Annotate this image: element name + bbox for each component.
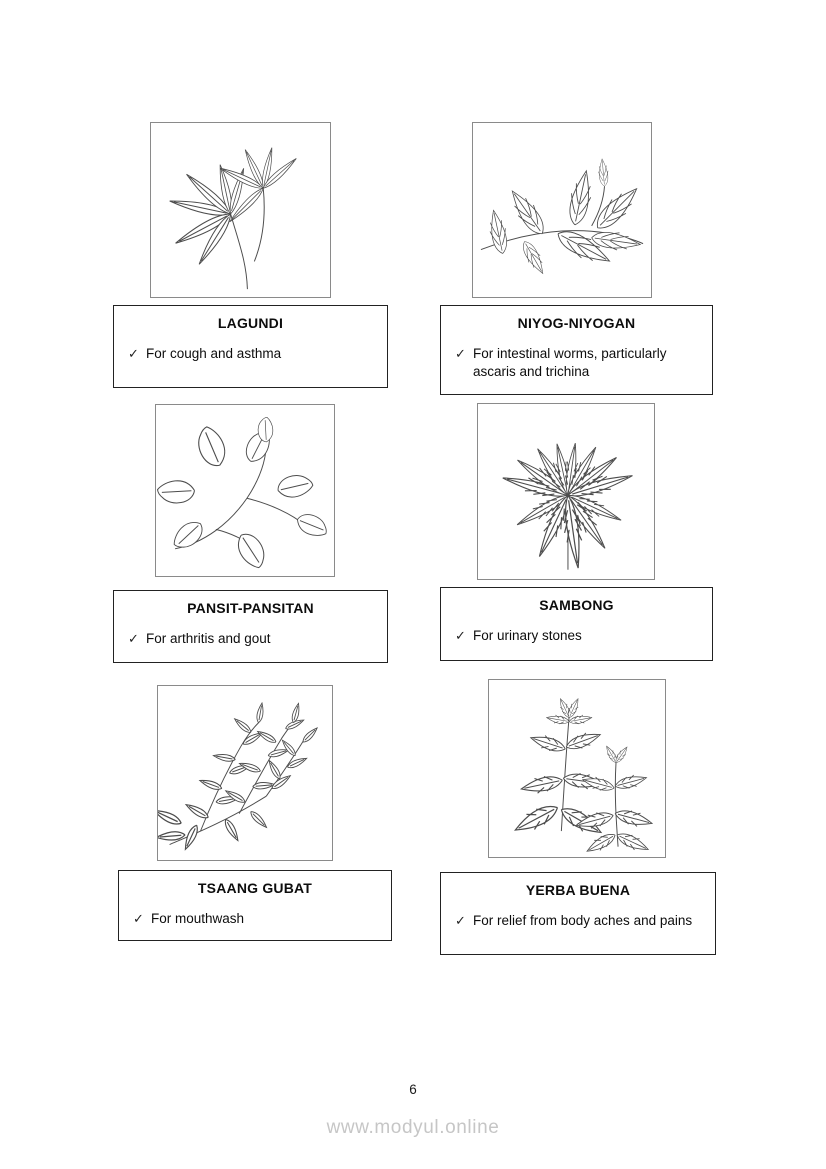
tsaang-gubat-image-frame: [157, 685, 333, 861]
yerba-buena-info-box: [440, 872, 716, 955]
plant-use-line: [119, 910, 391, 928]
plant-name: NIYOG-NIYOGAN: [517, 315, 636, 331]
check-icon: ✓: [455, 913, 466, 928]
plant-use: For urinary stones: [473, 628, 582, 643]
tsaang-gubat-info-box: [118, 870, 392, 941]
plant-use: For mouthwash: [151, 911, 245, 926]
plant-name: YERBA BUENA: [525, 882, 631, 898]
plant-use-line: [114, 630, 387, 648]
tsaang-gubat-illustration: [158, 686, 332, 860]
lagundi-info-box: [113, 305, 388, 388]
check-icon: ✓: [455, 628, 466, 643]
lagundi-illustration: [151, 123, 330, 297]
yerba-buena-illustration: [489, 680, 665, 857]
plant-use: For intestinal worms, particularly ascaris and trichina: [473, 346, 667, 379]
plant-use-line: [441, 345, 712, 381]
check-icon: ✓: [133, 911, 144, 926]
plant-name: PANSIT-PANSITAN: [187, 600, 314, 616]
niyog-niyogan-info-box: [440, 305, 713, 395]
plant-use: For arthritis and gout: [146, 631, 271, 646]
check-icon: ✓: [128, 631, 139, 646]
plant-use-line: [441, 627, 712, 645]
sambong-illustration: [478, 404, 654, 579]
pansit-pansitan-illustration: [156, 405, 334, 576]
plant-name: TSAANG GUBAT: [197, 880, 313, 896]
pansit-pansitan-info-box: [113, 590, 388, 663]
check-icon: ✓: [455, 346, 466, 361]
watermark: www.modyul.online: [326, 1117, 500, 1138]
niyog-niyogan-illustration: [473, 123, 651, 297]
yerba-buena-image-frame: [488, 679, 666, 858]
page-number: 6: [409, 1082, 417, 1097]
plant-use: For relief from body aches and pains: [473, 913, 693, 928]
plant-use: For cough and asthma: [146, 346, 282, 361]
pansit-pansitan-image-frame: [155, 404, 335, 577]
sambong-info-box: [440, 587, 713, 661]
sambong-image-frame: [477, 403, 655, 580]
niyog-niyogan-image-frame: [472, 122, 652, 298]
plant-name: SAMBONG: [539, 597, 614, 613]
plant-name: LAGUNDI: [217, 315, 284, 331]
plant-use-line: [114, 345, 387, 363]
plant-use-line: [441, 912, 715, 930]
check-icon: ✓: [128, 346, 139, 361]
lagundi-image-frame: [150, 122, 331, 298]
